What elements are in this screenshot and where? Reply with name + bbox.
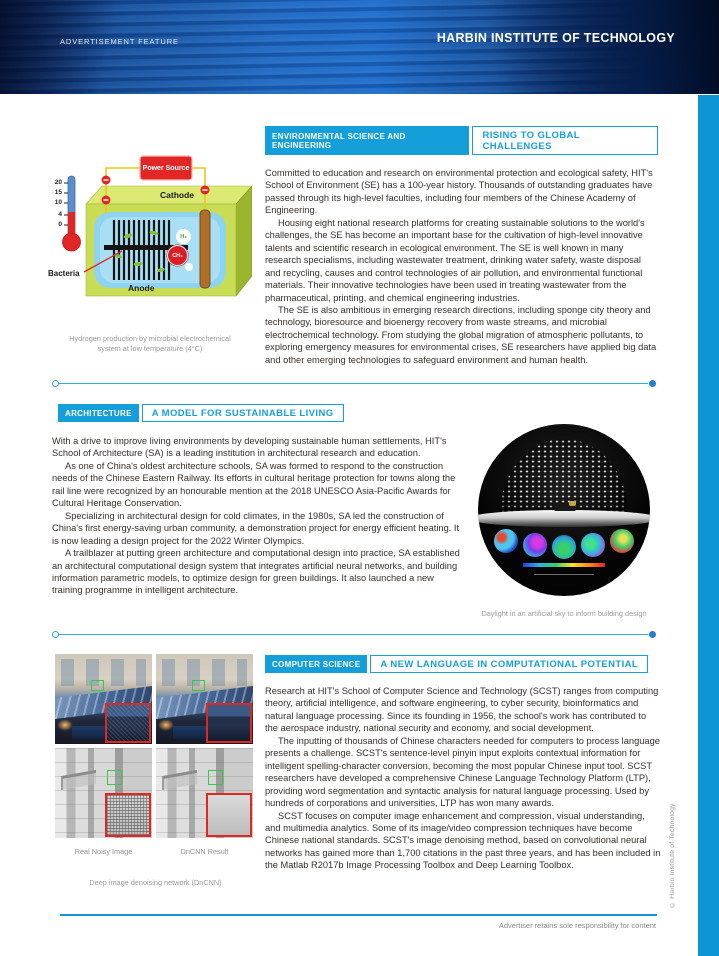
- computer-science-section-label: COMPUTER SCIENCE: [265, 655, 367, 673]
- thermometer-tick-0: 0: [58, 221, 62, 228]
- paragraph: Specializing in architectural design for cold climates, in the 1980s, SA led the construction of China's first energy-saving urban community, a demonstration project for energy efficient heating. It is now leading a design project for the 2022 Winter Olympics.: [52, 510, 460, 546]
- daylight-map: [610, 529, 634, 553]
- color-scale-bar: [523, 563, 605, 567]
- architecture-figure-caption: Daylight in an artificial sky to inform building design: [481, 609, 647, 618]
- paragraph: Research at HIT's School of Computer Science and Technology (SCST) ranges from computing theory, artificial intelligence, and software engineering, to cyber security, bioinformatics and natural language processing. Since its founding in 1956, the school's work has contributed to the aerospace industry, national security and economy, and social development.: [265, 686, 659, 734]
- architecture-section-label: ARCHITECTURE: [58, 404, 139, 422]
- computer-science-header: [265, 655, 661, 673]
- hydrogen-diagram: [48, 150, 252, 324]
- denoised-gray-photo: [156, 748, 253, 838]
- h2-bubble: H₂: [176, 229, 191, 244]
- architecture-section: [52, 404, 464, 597]
- thermometer-tick-15: 15: [54, 189, 62, 196]
- power-source-label: Power Source: [142, 164, 190, 172]
- footer-disclaimer: Advertiser retains sole responsibility for content: [498, 921, 656, 930]
- paragraph: The inputting of thousands of Chinese characters needed for computers to process language presents a challenge. SCST's sentence-level pinyin input exploits contextual information for intelligent spelling-character conversion, becoming the most popular Chinese input tool. SCST researchers have developed a comprehensive Chinese Language Technology Platform (LTP), providing word segmentation and syntactic analysis for natural language processing. Used by hundreds of corporations and universities, LTP has won many awards.: [265, 735, 660, 809]
- computer-science-section: [265, 655, 661, 872]
- photo-labels: [55, 847, 256, 856]
- paragraph: Committed to education and research on environmental protection and ecological safety, HIT's School of Environment (SE) has a 100-year history. Thousands of outstanding graduates have passed through its high-level faculties, including four members of the Chinese Academy of Engineering.: [265, 168, 653, 216]
- institute-title: HARBIN INSTITUTE OF TECHNOLOGY: [436, 31, 675, 45]
- footer-rule: [60, 914, 657, 916]
- divider-ring-icon: [52, 631, 59, 638]
- bacteria-label: Bacteria: [48, 269, 80, 278]
- daylight-map: [552, 535, 576, 559]
- noisy-gray-photo: [55, 748, 152, 838]
- thermometer-tick-4: 4: [58, 211, 62, 218]
- divider-dot-icon: [649, 631, 656, 638]
- environment-figure: [48, 150, 252, 354]
- environment-section-label: ENVIRONMENTAL SCIENCE AND ENGINEERING: [265, 126, 469, 155]
- daylight-map: [581, 533, 605, 557]
- cathode-label: Cathode: [160, 190, 194, 200]
- environment-header: [265, 126, 658, 155]
- daylight-map: [494, 529, 518, 553]
- dncnn-result-label: DnCNN Result: [180, 847, 229, 856]
- denoised-color-photo: [156, 654, 253, 744]
- daylight-maps: [478, 529, 650, 553]
- advertisement-feature-label: ADVERTISEMENT FEATURE: [60, 37, 179, 46]
- scale-line: [534, 574, 594, 575]
- divider-dot-icon: [649, 380, 656, 387]
- computer-science-section-title: A NEW LANGUAGE IN COMPUTATIONAL POTENTIAL: [370, 655, 648, 673]
- environment-section: [265, 126, 658, 366]
- paragraph: With a drive to improve living environments by developing sustainable human settlements, HIT's School of Architecture (SA) is a leading institution in architectural research and education.: [52, 436, 447, 459]
- paragraph: The SE is also ambitious in emerging research directions, including sponge city theory and technology, bioresource and bioenergy recovery from waste streams, and microbial electrochemical technology. From studying the global migration of atmospheric pollutants, to exploring emergency measures for environmental crises, SE researchers have applied big data and other emerging technologies to safeguard environment and human health.: [265, 304, 657, 365]
- computer-science-body: [265, 685, 661, 872]
- architecture-body: [52, 435, 464, 597]
- top-banner: [0, 0, 719, 94]
- paragraph: Housing eight national research platforms for creating sustainable solutions to the world's challenges, the SE has become an important base for the cultivation of high-level innovative talents and scientific research in ecological environment. The SE is well known in many research specialisms, including wastewater treatment, drinking water safety, waste disposal and recycling, causes and control technologies of air pollution, and environmental functional materials. Their innovative technologies have been used in treating wastewater from the pharmaceutical, printing, and chemical engineering industries.: [265, 217, 645, 303]
- architecture-header: [58, 404, 464, 422]
- paragraph: As one of China's oldest architecture schools, SA was formed to respond to the construction needs of the Chinese Eastern Railway. Its efforts in cultural heritage protection for towns along the rail line were recognized by an honourable mention at the 2018 UNESCO Asia-Pacific Awards for Cultural Heritage Conservation.: [52, 460, 456, 509]
- thermometer-tick-20: 20: [54, 179, 62, 186]
- rig-light: [569, 501, 576, 506]
- paragraph: A trailblazer at putting green architecture and computational design into practice, SA established an architectural computational design system that integrates artificial neural networks, and building information parametric models, to optimize design for green buildings. It also launched a new training programme in intelligent architecture.: [52, 548, 460, 596]
- noisy-color-photo: [55, 654, 152, 744]
- architecture-figure: [469, 424, 659, 619]
- architecture-section-title: A MODEL FOR SUSTAINABLE LIVING: [142, 404, 344, 422]
- divider-ring-icon: [52, 380, 59, 387]
- environment-section-title: RISING TO GLOBAL CHALLENGES: [472, 126, 658, 155]
- noisy-image-label: Real Noisy Image: [74, 847, 133, 856]
- environment-body: [265, 167, 658, 366]
- environment-figure-caption: Hydrogen production by microbial electrochemical system at low temperature (4°C): [69, 334, 231, 353]
- anode-label: Anode: [128, 283, 155, 293]
- daylight-map: [523, 533, 547, 557]
- artificial-sky-photo: [478, 424, 650, 596]
- section-divider: [52, 630, 656, 639]
- paragraph: SCST focuses on computer image enhancement and compression, visual understanding, and multimedia analytics. Some of its image/video compression techniques have become Chinese national standards. SCST's image denoising method, based on convolutional neural networks has gained more than 1,700 citations in the past three years, and has been included in the Matlab R2017b Image Processing Toolbox and Deep Learning Toolbox.: [265, 810, 661, 871]
- section-divider: [52, 379, 656, 388]
- ch4-bubble: CH₄: [167, 245, 188, 266]
- right-edge-strip: [698, 95, 719, 956]
- computer-science-figure: [55, 654, 256, 888]
- photo-credit: © Harbin Institute of Technology: [669, 803, 676, 908]
- dncnn-photo-grid: [55, 654, 256, 838]
- thermometer-tick-marks: [64, 183, 68, 225]
- sky-table: [478, 510, 650, 527]
- thermometer-tick-10: 10: [54, 199, 62, 206]
- computer-science-figure-caption: Deep image denoising network (DnCNN): [89, 878, 222, 887]
